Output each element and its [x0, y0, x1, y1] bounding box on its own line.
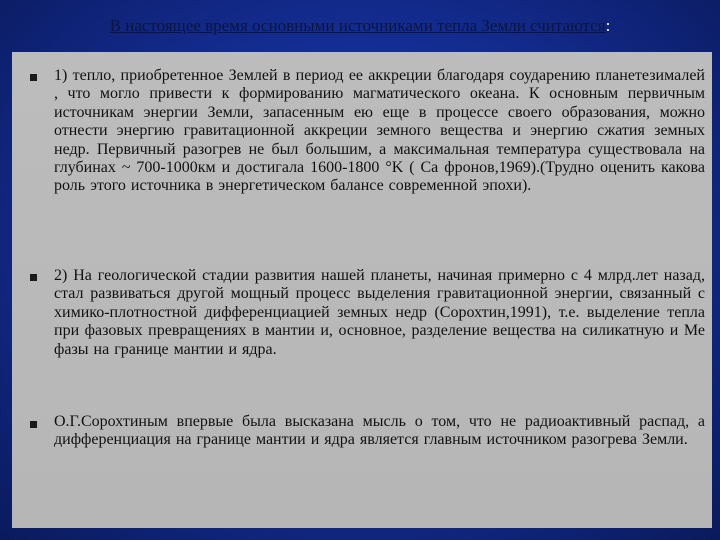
square-bullet-icon [30, 274, 37, 281]
slide-title-text: В настоящее время основными источниками тепла Земли считаются [109, 16, 606, 35]
square-bullet-icon [30, 74, 37, 81]
bullet-text: О.Г.Сорохтиным впервые была высказана мысль о том, что не радиоактивный распад, а дифференциация на границе мантии и ядра является главным источником разогрева Земли. [54, 413, 705, 449]
slide-title-colon: : [605, 16, 611, 35]
bullet-text: 1) тепло, приобретенное Землей в период ее аккреции благодаря соударению планетезималей , что могло привести к формированию магматического океана. К основным первичным источникам энергии Земли, запасенным ею еще в процессе своего образования, можно отнести энергию гравитационной аккреции земного вещества и энергию сжатия земных недр. Первичный разогрев не был большим, а максимальная температура существовала на глубинах ~ 700-1000км и достигала 1600-1800 °K ( Са фронов,1969).(Трудно оценить какова роль этого источника в энергетическом балансе современной эпохи). [54, 67, 705, 195]
square-bullet-icon [30, 421, 37, 428]
bullet-text: 2) На геологической стадии развития нашей планеты, начиная примерно с 4 млрд.лет назад, стал развиваться другой мощный процесс выделения гравитационной энергии, связанный с химико-плотностной дифференциацией земных недр (Сорохтин,1991), т.е. выделение тепла при фазовых превращениях в мантии и, основное, разделение вещества на силикатную и Ме фазы на границе мантии и ядра. [54, 267, 705, 358]
content-panel [12, 52, 712, 528]
slide-title [0, 15, 720, 37]
